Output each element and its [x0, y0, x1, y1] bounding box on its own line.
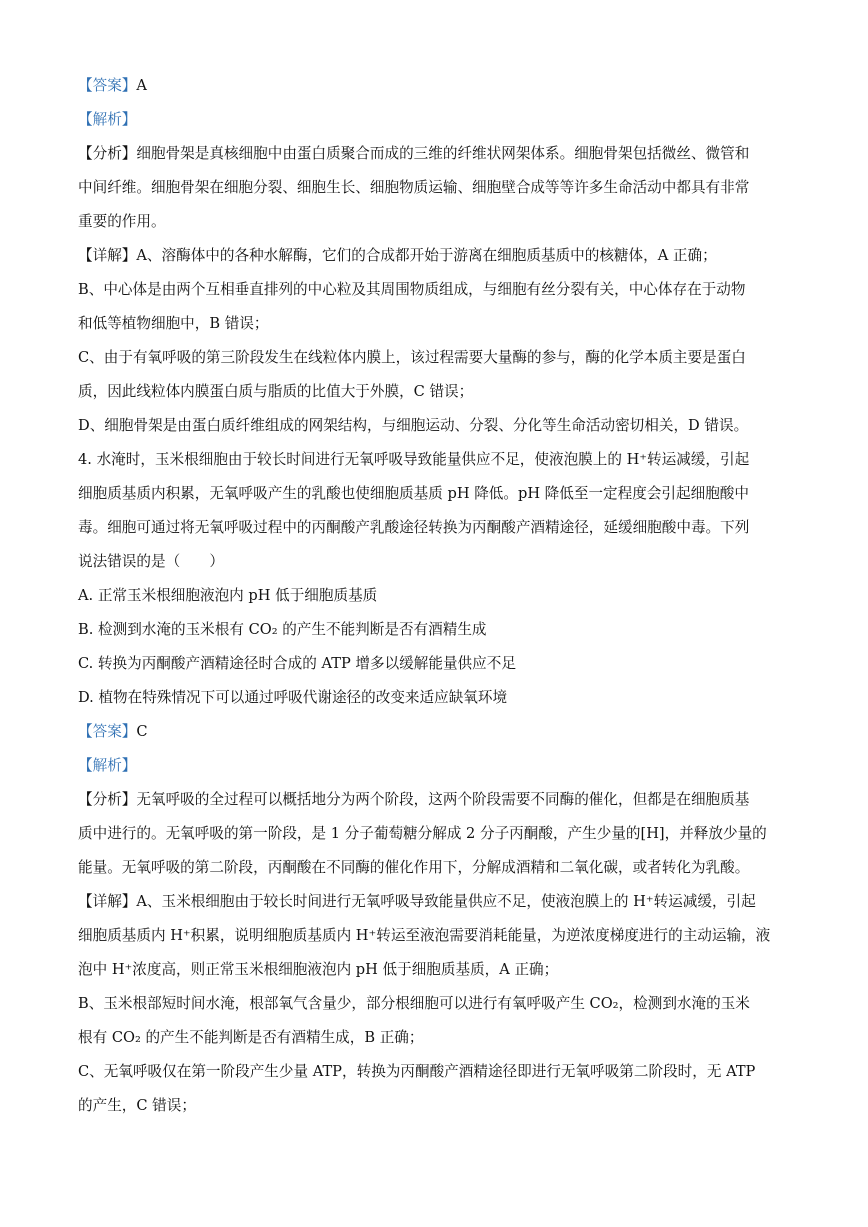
- option-a: A. 正常玉米根细胞液泡内 pH 低于细胞质基质: [78, 587, 378, 604]
- question-stem-line: 毒。细胞可通过将无氧呼吸过程中的丙酮酸产乳酸途径转换为丙酮酸产酒精途径，延缓细胞酸中毒。下列: [78, 519, 750, 536]
- analysis-tag: 【解析】: [78, 111, 137, 128]
- detail-line: 【详解】A、玉米根细胞由于较长时间进行无氧呼吸导致能量供应不足，使液泡膜上的 H⁺转运减缓，引起: [78, 893, 756, 910]
- answer-tag: 【答案】: [78, 77, 137, 94]
- analysis-paragraph-line: 【分析】无氧呼吸的全过程可以概括地分为两个阶段，这两个阶段需要不同酶的催化，但都是在细胞质基: [78, 791, 750, 808]
- detail-line: 的产生，C 错误；: [78, 1097, 196, 1114]
- question-stem-line: 说法错误的是（ ）: [78, 553, 224, 570]
- answer-line-q3: [78, 76, 790, 96]
- answer-value: A: [136, 77, 147, 94]
- detail-line: B、玉米根部短时间水淹，根部氧气含量少，部分根细胞可以进行有氧呼吸产生 CO₂，检测到水淹的玉米: [78, 995, 750, 1012]
- detail-line: C、无氧呼吸仅在第一阶段产生少量 ATP，转换为丙酮酸产酒精途径即进行无氧呼吸第二阶段时，无 ATP: [78, 1063, 756, 1080]
- option-c: C. 转换为丙酮酸产酒精途径时合成的 ATP 增多以缓解能量供应不足: [78, 655, 516, 672]
- analysis-paragraph-line: 能量。无氧呼吸的第二阶段，丙酮酸在不同酶的催化作用下，分解成酒精和二氧化碳，或者转化为乳酸。: [78, 859, 750, 876]
- analysis-paragraph-line: 质中进行的。无氧呼吸的第一阶段，是 1 分子葡萄糖分解成 2 分子丙酮酸，产生少量的[H]，并释放少量的: [78, 825, 767, 842]
- answer-line-q4: [78, 722, 790, 742]
- detail-line: 和低等植物细胞中，B 错误；: [78, 315, 269, 332]
- answer-tag: 【答案】: [78, 723, 137, 740]
- detail-line: 根有 CO₂ 的产生不能判断是否有酒精生成，B 正确；: [78, 1029, 424, 1046]
- analysis-tag: 【解析】: [78, 757, 137, 774]
- detail-line: C、由于有氧呼吸的第三阶段发生在线粒体内膜上，该过程需要大量酶的参与，酶的化学本质主要是蛋白: [78, 349, 746, 366]
- detail-line: 【详解】A、溶酶体中的各种水解酶，它们的合成都开始于游离在细胞质基质中的核糖体，A 正确；: [78, 247, 717, 264]
- question-stem-line: 4. 水淹时，玉米根细胞由于较长时间进行无氧呼吸导致能量供应不足，使液泡膜上的 H⁺转运减缓，引起: [78, 451, 750, 468]
- option-d: D. 植物在特殊情况下可以通过呼吸代谢途径的改变来适应缺氧环境: [78, 689, 508, 706]
- detail-line: B、中心体是由两个互相垂直排列的中心粒及其周围物质组成，与细胞有丝分裂有关，中心体存在于动物: [78, 281, 746, 298]
- detail-line: 细胞质基质内 H⁺积累，说明细胞质基质内 H⁺转运至液泡需要消耗能量，为逆浓度梯度进行的主动运输，液: [78, 927, 771, 944]
- analysis-paragraph-line: 【分析】细胞骨架是真核细胞中由蛋白质聚合而成的三维的纤维状网架体系。细胞骨架包括微丝、微管和: [78, 145, 750, 162]
- detail-line: D、细胞骨架是由蛋白质纤维组成的网架结构，与细胞运动、分裂、分化等生命活动密切相关，D 错误。: [78, 417, 749, 434]
- question-stem-line: 细胞质基质内积累，无氧呼吸产生的乳酸也使细胞质基质 pH 降低。pH 降低至一定程度会引起细胞酸中: [78, 485, 749, 502]
- option-b: B. 检测到水淹的玉米根有 CO₂ 的产生不能判断是否有酒精生成: [78, 621, 487, 638]
- detail-line: 质，因此线粒体内膜蛋白质与脂质的比值大于外膜，C 错误；: [78, 383, 474, 400]
- answer-value: C: [136, 723, 148, 740]
- analysis-paragraph-line: 重要的作用。: [78, 213, 166, 230]
- analysis-paragraph-line: 中间纤维。细胞骨架在细胞分裂、细胞生长、细胞物质运输、细胞壁合成等等许多生命活动中都具有非常: [78, 179, 750, 196]
- detail-line: 泡中 H⁺浓度高，则正常玉米根细胞液泡内 pH 低于细胞质基质，A 正确；: [78, 961, 559, 978]
